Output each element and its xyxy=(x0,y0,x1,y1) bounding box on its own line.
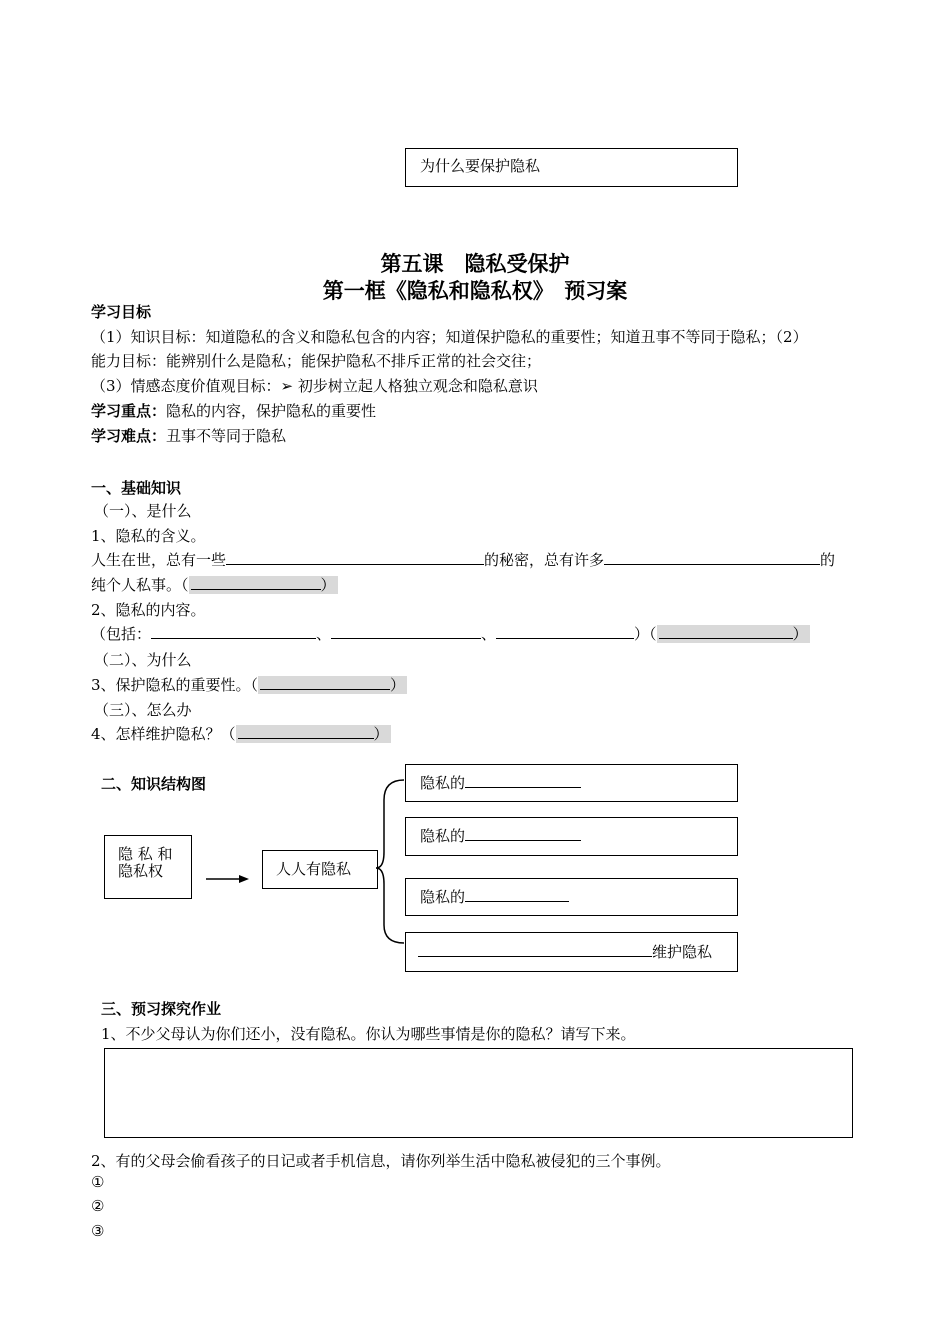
branch-1-line xyxy=(420,772,581,793)
section1-heading: 一、基础知识 xyxy=(91,479,182,497)
difficulty-label: 学习难点： xyxy=(91,427,167,445)
goals-line-3: （3）情感态度价值观目标：➢ 初步树立起人格独立观念和隐私意识 xyxy=(91,377,538,395)
example-3-marker: ③ xyxy=(91,1222,105,1240)
q1-title: 1、隐私的含义。 xyxy=(91,527,206,545)
example-2-marker: ② xyxy=(91,1197,105,1215)
q2-sep-1: 、 xyxy=(316,625,332,643)
branch-2-text: 隐私的 xyxy=(420,827,466,845)
branch-3-blank[interactable] xyxy=(465,900,569,902)
q2-close-open: ）（ xyxy=(634,625,657,643)
q1-text-d: 纯个人私事。（ xyxy=(91,576,189,594)
q4-text: 4、怎样维护隐私？（ xyxy=(91,725,236,743)
q2-sep-2: 、 xyxy=(481,625,497,643)
goals-line-2: 能力目标：能辨别什么是隐私；能保护隐私不排斥正常的社会交往； xyxy=(91,352,542,370)
q2-close: ） xyxy=(792,625,808,643)
left-box-line-2: 隐私权 xyxy=(118,862,164,880)
everyone-has-privacy-box xyxy=(262,850,378,889)
q3-text: 3、保护隐私的重要性。（ xyxy=(91,676,259,694)
q2-text-a: （包括： xyxy=(91,625,152,643)
branch-2-line xyxy=(420,825,581,846)
branch-1-blank[interactable] xyxy=(465,786,581,788)
branch-1-text: 隐私的 xyxy=(420,774,466,792)
q2-title: 2、隐私的内容。 xyxy=(91,601,206,619)
goals-heading: 学习目标 xyxy=(91,303,152,321)
branch-4-line xyxy=(418,941,712,962)
curly-brace-icon xyxy=(376,780,404,943)
section3-q1: 1、不少父母认为你们还小，没有隐私。你认为哪些事情是你的隐私？请写下来。 xyxy=(101,1025,636,1043)
arrow-right-icon xyxy=(206,875,249,883)
focus-label: 学习重点： xyxy=(91,402,167,420)
goals-line-1: （1）知识目标：知道隐私的含义和隐私包含的内容；知道保护隐私的重要性；知道丑事不等同于隐私；（2） xyxy=(91,328,808,346)
left-box-line-1: 隐 私 和 xyxy=(118,845,173,863)
section1-sub3: （三）、怎么办 xyxy=(94,701,192,719)
difficulty-text: 丑事不等同于隐私 xyxy=(166,427,287,445)
section2-heading: 二、知识结构图 xyxy=(101,775,207,793)
q1-text-b: 的秘密，总有许多 xyxy=(484,551,605,569)
branch-4-blank[interactable] xyxy=(418,955,652,957)
q1-text-c: 的 xyxy=(820,551,836,569)
section1-sub2: （二）、为什么 xyxy=(94,651,192,669)
section1-sub1: （一）、是什么 xyxy=(94,502,192,520)
frame-title: 第一框《隐私和隐私权》 预习案 xyxy=(322,279,628,303)
q4-close: ） xyxy=(373,725,389,743)
example-1-marker: ① xyxy=(91,1173,105,1191)
branch-4-text: 维护隐私 xyxy=(652,943,713,961)
middle-box-text: 人人有隐私 xyxy=(276,860,352,878)
section3-heading: 三、预习探究作业 xyxy=(101,1000,222,1018)
q1-text-a: 人生在世，总有一些 xyxy=(91,551,227,569)
branch-box-1 xyxy=(405,764,738,802)
branch-3-line xyxy=(420,886,569,907)
top-question-text: 为什么要保护隐私 xyxy=(420,157,541,175)
branch-box-4 xyxy=(405,932,738,972)
branch-box-2 xyxy=(405,817,738,856)
branch-box-3 xyxy=(405,878,738,916)
section3-q2: 2、有的父母会偷看孩子的日记或者手机信息，请你列举生活中隐私被侵犯的三个事例。 xyxy=(91,1152,671,1170)
q1-close: ） xyxy=(320,576,336,594)
branch-2-blank[interactable] xyxy=(465,839,581,841)
q3-close: ） xyxy=(390,676,406,694)
focus-text: 隐私的内容，保护隐私的重要性 xyxy=(166,402,377,420)
answer-box[interactable] xyxy=(104,1048,853,1138)
branch-3-text: 隐私的 xyxy=(420,888,466,906)
lesson-title: 第五课 隐私受保护 xyxy=(380,252,570,276)
